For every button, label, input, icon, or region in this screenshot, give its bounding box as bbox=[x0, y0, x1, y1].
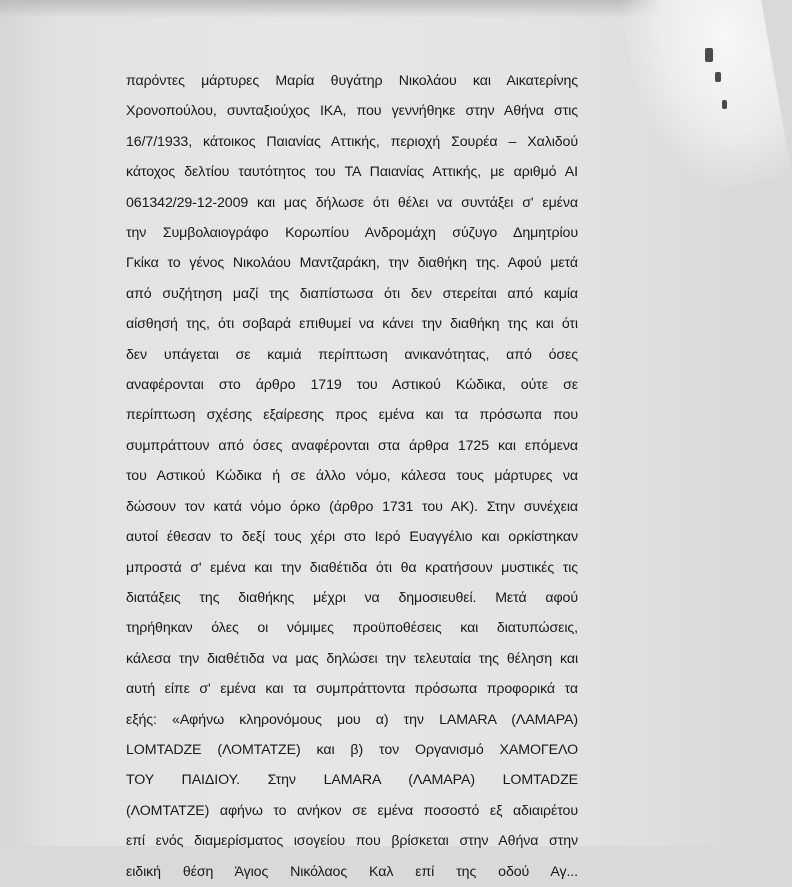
document-body bbox=[126, 66, 578, 880]
text-line: 16/7/1933, κάτοικος Παιανίας Αττικής, περιοχή Σουρέα – Χαλιδού bbox=[126, 133, 578, 150]
text-line: (ΛΟΜΤΑΤΖΕ) αφήνω το ανήκον σε εμένα ποσοστό εξ αδιαιρέτου bbox=[126, 802, 578, 819]
text-line: αυτή είπε σ' εμένα και τα συμπράττοντα πρόσωπα προφορικά τα bbox=[126, 681, 578, 698]
text-line: επί ενός διαμερίσματος ισογείου που βρίσκεται στην Αθήνα στην bbox=[126, 833, 578, 850]
text-line: του Αστικού Κώδικα ή σε άλλο νόμο, κάλεσα τους μάρτυρες να bbox=[126, 468, 578, 485]
text-line: μπροστά σ' εμένα και την διαθέτιδα ότι θα κρατήσουν μυστικές τις bbox=[126, 559, 578, 576]
curl-mark bbox=[715, 72, 721, 82]
text-line: Χρονοπούλου, συνταξιούχος ΙΚΑ, που γεννήθηκε στην Αθήνα στις bbox=[126, 103, 578, 120]
curl-mark bbox=[705, 48, 713, 62]
text-line: εξής: «Αφήνω κληρονόμους μου α) την LAMARA (ΛΑΜΑΡΑ) bbox=[126, 711, 578, 728]
text-line: Γκίκα το γένος Νικολάου Μαντζαράκη, την διαθήκη της. Αφού μετά bbox=[126, 255, 578, 272]
text-line: δεν υπάγεται σε καμιά περίπτωση ανικανότητας, από όσες bbox=[126, 346, 578, 363]
text-line: δώσουν τον κατά νόμο όρκο (άρθρο 1731 του ΑΚ). Στην συνέχεια bbox=[126, 498, 578, 515]
curl-mark bbox=[722, 100, 727, 109]
text-line: συμπράττουν από όσες αναφέρονται στα άρθρα 1725 και επόμενα bbox=[126, 437, 578, 454]
text-line: αναφέρονται στο άρθρο 1719 του Αστικού Κώδικα, ούτε σε bbox=[126, 377, 578, 394]
text-line: LOMTADZE (ΛΟΜΤΑΤΖΕ) και β) τον Οργανισμό ΧΑΜΟΓΕΛΟ bbox=[126, 741, 578, 758]
text-line: κάλεσα την διαθέτιδα να μας δηλώσει την τελευταία της θέληση και bbox=[126, 650, 578, 667]
text-line: διατάξεις της διαθήκης μέχρι να δημοσιευθεί. Μετά αφού bbox=[126, 589, 578, 606]
text-line: τηρήθηκαν όλες οι νόμιμες προϋποθέσεις και διατυπώσεις, bbox=[126, 620, 578, 637]
page-curl bbox=[618, 0, 792, 201]
text-line: ΤΟΥ ΠΑΙΔΙΟΥ. Στην LAMARA (ΛΑΜΑΡΑ) LOMTADZE bbox=[126, 772, 578, 789]
text-line: κάτοχος δελτίου ταυτότητος του ΤΑ Παιανίας Αττικής, με αριθμό ΑΙ bbox=[126, 164, 578, 181]
text-line: 061342/29-12-2009 και μας δήλωσε ότι θέλει να συντάξει σ' εμένα bbox=[126, 194, 578, 211]
text-line: αίσθησή της, ότι σοβαρά επιθυμεί να κάνει την διαθήκη της και ότι bbox=[126, 316, 578, 333]
text-line: την Συμβολαιογράφο Κορωπίου Ανδρομάχη σύζυγο Δημητρίου bbox=[126, 225, 578, 242]
text-line: αυτοί έθεσαν το δεξί τους χέρι στο Ιερό Ευαγγέλιο και ορκίστηκαν bbox=[126, 529, 578, 546]
text-line-cut: ειδική θέση Άγιος Νικόλαος Καλ επί της οδού Αγ... bbox=[126, 863, 578, 880]
text-line: από συζήτηση μαζί της διαπίστωσα ότι δεν στερείται από καμία bbox=[126, 285, 578, 302]
text-line: περίπτωση σχέσης εξαίρεσης προς εμένα και τα πρόσωπα που bbox=[126, 407, 578, 424]
text-line: παρόντες μάρτυρες Μαρία θυγάτηρ Νικολάου και Αικατερίνης bbox=[126, 73, 578, 89]
